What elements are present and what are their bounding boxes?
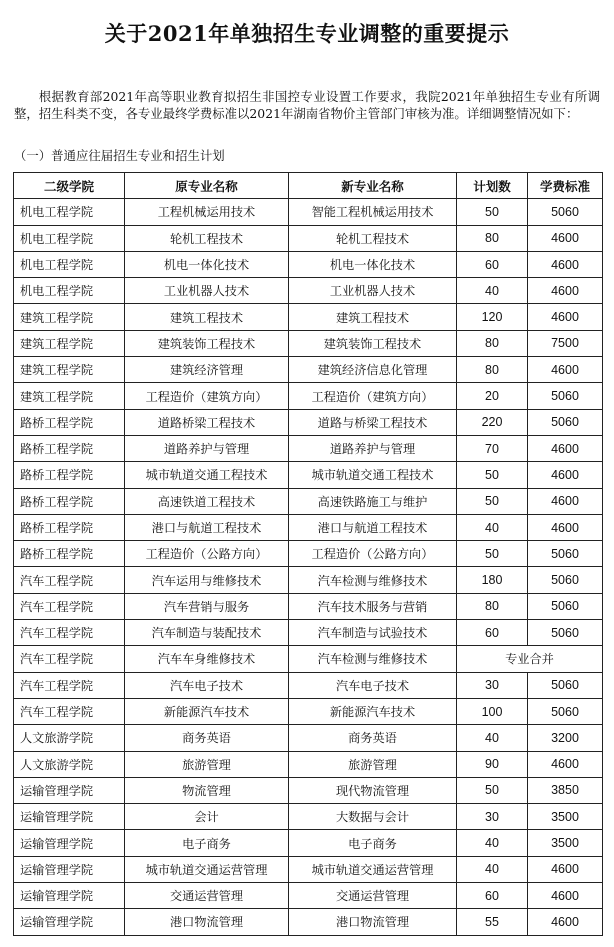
college-cell: 路桥工程学院 [14, 514, 125, 540]
table-row [14, 672, 603, 698]
new-major-cell: 新能源汽车技术 [289, 698, 457, 724]
table-row [14, 698, 603, 724]
original-major-cell: 机电一体化技术 [125, 251, 289, 277]
original-major-cell: 新能源汽车技术 [125, 698, 289, 724]
college-cell: 汽车工程学院 [14, 593, 125, 619]
plan-count-cell: 55 [457, 909, 528, 935]
new-major-cell: 城市轨道交通运营管理 [289, 856, 457, 882]
table-row [14, 251, 603, 277]
college-cell: 汽车工程学院 [14, 620, 125, 646]
new-major-cell: 交通运营管理 [289, 883, 457, 909]
college-cell: 运输管理学院 [14, 883, 125, 909]
original-major-cell: 商务英语 [125, 725, 289, 751]
tuition-cell: 5060 [528, 199, 603, 225]
intro-paragraph: 根据教育部2021年高等职业教育拟招生非国控专业设置工作要求，我院2021年单独招生专业有所调整，招生科类不变，各专业最终学费标准以2021年湖南省物价主管部门审核为准。详细调整情况如下： [14, 89, 600, 121]
college-cell: 路桥工程学院 [14, 435, 125, 461]
original-major-cell: 汽车制造与装配技术 [125, 620, 289, 646]
tuition-cell: 4600 [528, 251, 603, 277]
college-cell: 路桥工程学院 [14, 541, 125, 567]
plan-count-cell: 专业合并 [457, 646, 603, 672]
original-major-cell: 建筑经济管理 [125, 357, 289, 383]
tuition-cell: 5060 [528, 698, 603, 724]
original-major-cell: 电子商务 [125, 830, 289, 856]
original-major-cell: 工程造价（建筑方向） [125, 383, 289, 409]
tuition-cell: 5060 [528, 620, 603, 646]
college-cell: 机电工程学院 [14, 278, 125, 304]
original-major-cell: 高速铁道工程技术 [125, 488, 289, 514]
college-cell: 汽车工程学院 [14, 646, 125, 672]
college-cell: 路桥工程学院 [14, 488, 125, 514]
table-row [14, 383, 603, 409]
original-major-cell: 工业机器人技术 [125, 278, 289, 304]
college-cell: 建筑工程学院 [14, 383, 125, 409]
original-major-cell: 汽车电子技术 [125, 672, 289, 698]
original-major-cell: 旅游管理 [125, 751, 289, 777]
college-cell: 建筑工程学院 [14, 357, 125, 383]
new-major-cell: 港口与航道工程技术 [289, 514, 457, 540]
tuition-cell: 5060 [528, 593, 603, 619]
table-row [14, 804, 603, 830]
table-row [14, 409, 603, 435]
college-cell: 汽车工程学院 [14, 567, 125, 593]
plan-count-cell: 50 [457, 541, 528, 567]
enrollment-table [13, 172, 603, 936]
new-major-cell: 建筑工程技术 [289, 304, 457, 330]
college-cell: 运输管理学院 [14, 777, 125, 803]
original-major-cell: 城市轨道交通工程技术 [125, 462, 289, 488]
tuition-cell: 4600 [528, 514, 603, 540]
college-cell: 机电工程学院 [14, 225, 125, 251]
college-cell: 人文旅游学院 [14, 751, 125, 777]
page-title: 关于2021年单独招生专业调整的重要提示 [104, 21, 510, 46]
new-major-cell: 港口物流管理 [289, 909, 457, 935]
table-row [14, 199, 603, 225]
plan-count-cell: 220 [457, 409, 528, 435]
plan-count-cell: 50 [457, 777, 528, 803]
table-row [14, 330, 603, 356]
new-major-cell: 智能工程机械运用技术 [289, 199, 457, 225]
plan-count-cell: 40 [457, 830, 528, 856]
college-cell: 运输管理学院 [14, 830, 125, 856]
tuition-cell: 3500 [528, 804, 603, 830]
tuition-cell: 4600 [528, 225, 603, 251]
original-major-cell: 建筑装饰工程技术 [125, 330, 289, 356]
new-major-cell: 道路与桥梁工程技术 [289, 409, 457, 435]
college-cell: 汽车工程学院 [14, 698, 125, 724]
tuition-cell: 4600 [528, 304, 603, 330]
college-cell: 路桥工程学院 [14, 409, 125, 435]
new-major-cell: 汽车制造与试验技术 [289, 620, 457, 646]
college-cell: 路桥工程学院 [14, 462, 125, 488]
plan-count-cell: 80 [457, 593, 528, 619]
original-major-cell: 汽车运用与维修技术 [125, 567, 289, 593]
header-original-major: 原专业名称 [125, 173, 289, 199]
header-plan-count: 计划数 [457, 173, 528, 199]
tuition-cell: 4600 [528, 883, 603, 909]
college-cell: 建筑工程学院 [14, 304, 125, 330]
table-row [14, 278, 603, 304]
table-row [14, 777, 603, 803]
new-major-cell: 建筑装饰工程技术 [289, 330, 457, 356]
table-row [14, 514, 603, 540]
plan-count-cell: 30 [457, 804, 528, 830]
plan-count-cell: 60 [457, 883, 528, 909]
college-cell: 运输管理学院 [14, 804, 125, 830]
original-major-cell: 城市轨道交通运营管理 [125, 856, 289, 882]
new-major-cell: 道路养护与管理 [289, 435, 457, 461]
new-major-cell: 汽车检测与维修技术 [289, 646, 457, 672]
plan-count-cell: 70 [457, 435, 528, 461]
college-cell: 运输管理学院 [14, 856, 125, 882]
tuition-cell: 5060 [528, 383, 603, 409]
table-row [14, 304, 603, 330]
original-major-cell: 物流管理 [125, 777, 289, 803]
tuition-cell: 3850 [528, 777, 603, 803]
tuition-cell: 5060 [528, 672, 603, 698]
original-major-cell: 交通运营管理 [125, 883, 289, 909]
college-cell: 汽车工程学院 [14, 672, 125, 698]
plan-count-cell: 100 [457, 698, 528, 724]
tuition-cell: 4600 [528, 488, 603, 514]
table-row [14, 541, 603, 567]
plan-count-cell: 80 [457, 357, 528, 383]
college-cell: 运输管理学院 [14, 909, 125, 935]
plan-count-cell: 80 [457, 225, 528, 251]
new-major-cell: 建筑经济信息化管理 [289, 357, 457, 383]
plan-count-cell: 120 [457, 304, 528, 330]
plan-count-cell: 40 [457, 725, 528, 751]
section-heading: （一）普通应往届招生专业和招生计划 [14, 148, 225, 163]
table-row [14, 567, 603, 593]
plan-count-cell: 50 [457, 462, 528, 488]
tuition-cell: 3200 [528, 725, 603, 751]
header-new-major: 新专业名称 [289, 173, 457, 199]
original-major-cell: 港口与航道工程技术 [125, 514, 289, 540]
plan-count-cell: 60 [457, 620, 528, 646]
original-major-cell: 会计 [125, 804, 289, 830]
new-major-cell: 旅游管理 [289, 751, 457, 777]
new-major-cell: 汽车检测与维修技术 [289, 567, 457, 593]
original-major-cell: 道路桥梁工程技术 [125, 409, 289, 435]
new-major-cell: 汽车电子技术 [289, 672, 457, 698]
tuition-cell: 5060 [528, 541, 603, 567]
table-row [14, 225, 603, 251]
table-header-row [14, 173, 603, 199]
header-tuition: 学费标准 [528, 173, 603, 199]
table-row [14, 620, 603, 646]
table-row [14, 751, 603, 777]
table-row [14, 830, 603, 856]
plan-count-cell: 50 [457, 488, 528, 514]
plan-count-cell: 90 [457, 751, 528, 777]
original-major-cell: 工程机械运用技术 [125, 199, 289, 225]
college-cell: 机电工程学院 [14, 199, 125, 225]
tuition-cell: 5060 [528, 567, 603, 593]
new-major-cell: 现代物流管理 [289, 777, 457, 803]
new-major-cell: 大数据与会计 [289, 804, 457, 830]
college-cell: 机电工程学院 [14, 251, 125, 277]
tuition-cell: 5060 [528, 409, 603, 435]
tuition-cell: 4600 [528, 909, 603, 935]
plan-count-cell: 40 [457, 278, 528, 304]
tuition-cell: 4600 [528, 462, 603, 488]
new-major-cell: 轮机工程技术 [289, 225, 457, 251]
table-row [14, 883, 603, 909]
new-major-cell: 城市轨道交通工程技术 [289, 462, 457, 488]
table-row [14, 593, 603, 619]
new-major-cell: 商务英语 [289, 725, 457, 751]
new-major-cell: 机电一体化技术 [289, 251, 457, 277]
plan-count-cell: 60 [457, 251, 528, 277]
original-major-cell: 轮机工程技术 [125, 225, 289, 251]
table-row [14, 462, 603, 488]
college-cell: 人文旅游学院 [14, 725, 125, 751]
tuition-cell: 3500 [528, 830, 603, 856]
tuition-cell: 4600 [528, 856, 603, 882]
new-major-cell: 工程造价（公路方向） [289, 541, 457, 567]
table-row [14, 725, 603, 751]
tuition-cell: 7500 [528, 330, 603, 356]
plan-count-cell: 80 [457, 330, 528, 356]
header-college: 二级学院 [14, 173, 125, 199]
original-major-cell: 建筑工程技术 [125, 304, 289, 330]
table-body [14, 199, 603, 935]
table-row [14, 646, 603, 672]
plan-count-cell: 40 [457, 856, 528, 882]
original-major-cell: 汽车营销与服务 [125, 593, 289, 619]
new-major-cell: 工程造价（建筑方向） [289, 383, 457, 409]
tuition-cell: 4600 [528, 278, 603, 304]
new-major-cell: 高速铁路施工与维护 [289, 488, 457, 514]
plan-count-cell: 20 [457, 383, 528, 409]
new-major-cell: 工业机器人技术 [289, 278, 457, 304]
original-major-cell: 汽车车身维修技术 [125, 646, 289, 672]
plan-count-cell: 50 [457, 199, 528, 225]
table-row [14, 488, 603, 514]
tuition-cell: 4600 [528, 357, 603, 383]
tuition-cell: 4600 [528, 751, 603, 777]
college-cell: 建筑工程学院 [14, 330, 125, 356]
table-row [14, 435, 603, 461]
new-major-cell: 汽车技术服务与营销 [289, 593, 457, 619]
table-row [14, 856, 603, 882]
original-major-cell: 道路养护与管理 [125, 435, 289, 461]
table-row [14, 909, 603, 935]
plan-count-cell: 30 [457, 672, 528, 698]
original-major-cell: 港口物流管理 [125, 909, 289, 935]
tuition-cell: 4600 [528, 435, 603, 461]
plan-count-cell: 180 [457, 567, 528, 593]
table-row [14, 357, 603, 383]
plan-count-cell: 40 [457, 514, 528, 540]
new-major-cell: 电子商务 [289, 830, 457, 856]
original-major-cell: 工程造价（公路方向） [125, 541, 289, 567]
